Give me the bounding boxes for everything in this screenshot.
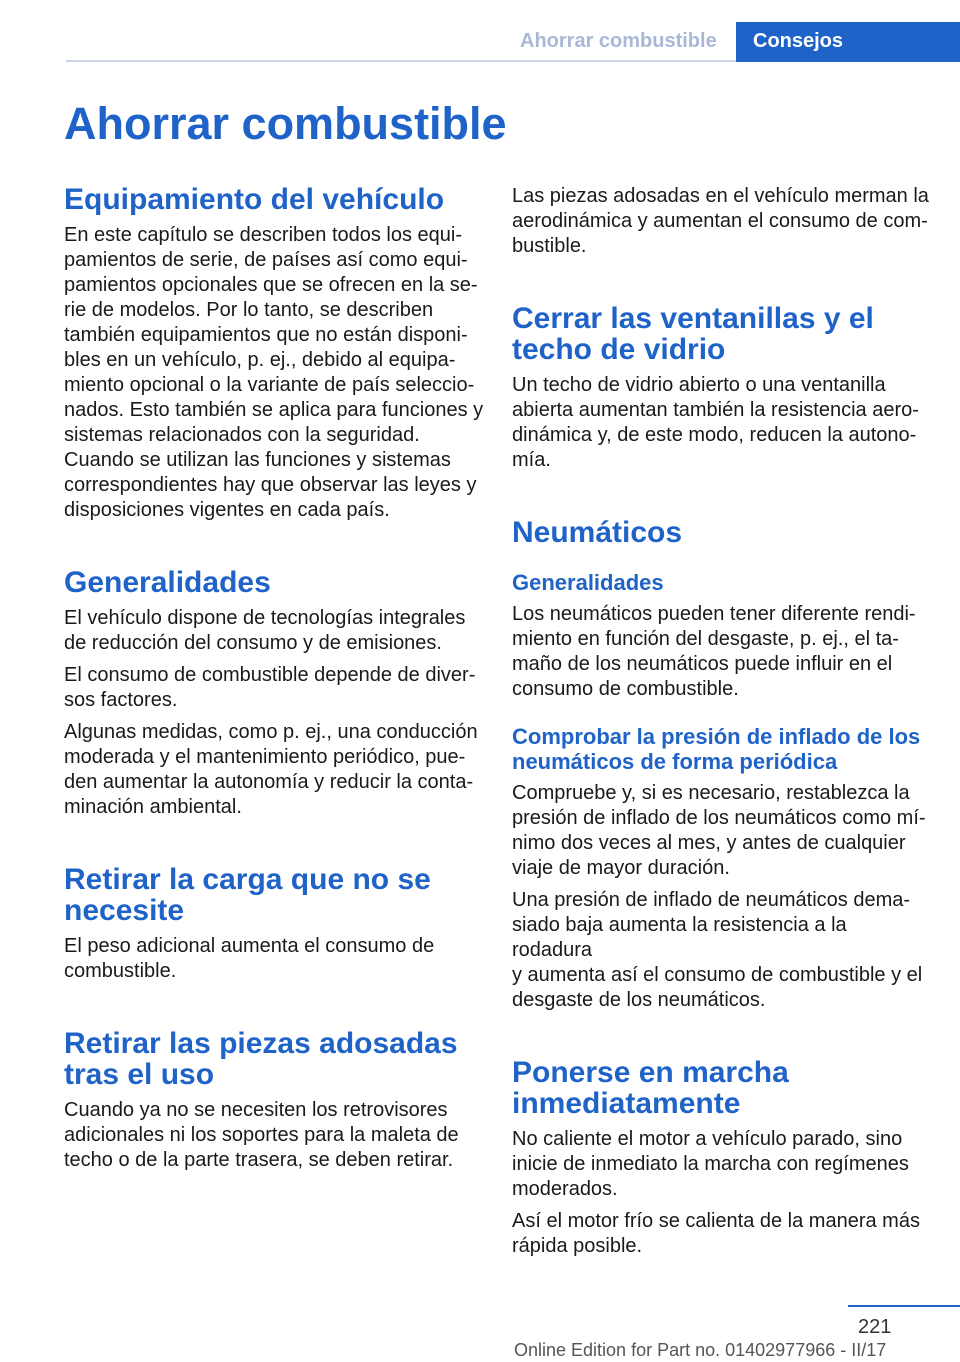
heading-line: Comprobar la presión de inflado de los (512, 724, 921, 749)
heading-neumaticos: Neumáticos (512, 516, 683, 549)
paragraph-comprobar-presion-1 (512, 781, 932, 881)
text-line: consumo de combustible. (512, 678, 739, 700)
heading-line: techo de vidrio (512, 333, 726, 366)
text-line: minación ambiental. (64, 796, 242, 818)
heading-line: neumáticos de forma periódica (512, 749, 838, 774)
text-line: Una presión de inflado de neumáticos dema‐ (512, 889, 911, 911)
text-line: maño de los neumáticos puede influir en el (512, 653, 893, 675)
paragraph-neumaticos-generalidades (512, 602, 932, 702)
text-line: mía. (512, 449, 551, 471)
text-line: bustible. (512, 235, 587, 257)
text-line: miento opcional o la variante de país seleccio‐ (64, 374, 475, 396)
text-line: aerodinámica y aumentan el consumo de com‐ (512, 210, 928, 232)
text-line: Así el motor frío se calienta de la manera más (512, 1210, 920, 1232)
text-line: El peso adicional aumenta el consumo de (64, 935, 435, 957)
heading-line: tras el uso (64, 1058, 215, 1091)
text-line: viaje de mayor duración. (512, 857, 730, 879)
text-line: En este capítulo se describen todos los equi‐ (64, 224, 463, 246)
text-line: Cuando se utilizan las funciones y sistemas (64, 449, 451, 471)
edition-footer: Online Edition for Part no. 01402977966 - II/17 (514, 1340, 887, 1360)
text-line: nados. Esto también se aplica para funciones y (64, 399, 484, 421)
text-line: pamientos de serie, de países así como equi‐ (64, 249, 468, 271)
text-line: disposiciones vigentes en cada país. (64, 499, 390, 521)
text-line: El consumo de combustible depende de diver‐ (64, 664, 476, 686)
text-line: combustible. (64, 960, 177, 982)
text-line: correspondientes hay que observar las leyes y (64, 474, 477, 496)
heading-line: inmediatamente (512, 1087, 741, 1120)
paragraph-piezas-adosadas (512, 184, 932, 259)
header-chapter-tab (736, 22, 960, 62)
text-line: den aumentar la autonomía y reducir la conta‐ (64, 771, 474, 793)
text-line: Algunas medidas, como p. ej., una conducción (64, 721, 478, 743)
heading-retirar-piezas (64, 1028, 484, 1090)
heading-line: Retirar las piezas adosadas (64, 1027, 458, 1060)
text-line: dinámica y, de este modo, reducen la autono‐ (512, 424, 917, 446)
text-line: también equipamientos que no están disponi‐ (64, 324, 468, 346)
text-line: Compruebe y, si es necesario, restablezca la (512, 782, 910, 804)
text-line: sistemas relacionados con la seguridad. (64, 424, 420, 446)
paragraph-equipamiento (64, 223, 484, 523)
text-line: miento en función del desgaste, p. ej., el ta‐ (512, 628, 899, 650)
header-chapter-label: Consejos (753, 30, 844, 52)
right-column (512, 184, 932, 1259)
text-line: moderados. (512, 1178, 618, 1200)
heading-retirar-carga (64, 864, 484, 926)
text-line: de reducción del consumo y de emisiones. (64, 632, 442, 654)
text-line: No caliente el motor a vehículo parado, sino (512, 1128, 903, 1150)
subheading-generalidades: Generalidades (512, 570, 664, 595)
paragraph-ponerse-en-marcha-2 (512, 1209, 932, 1259)
text-line: techo o de la parte trasera, se deben retirar. (64, 1149, 454, 1171)
heading-ponerse-en-marcha (512, 1057, 932, 1119)
text-line: y aumenta así el consumo de combustible y el (512, 964, 923, 986)
text-line: Los neumáticos pueden tener diferente rendi‐ (512, 603, 916, 625)
header-section-title: Ahorrar combustible (520, 30, 717, 52)
text-line: Cuando ya no se necesiten los retrovisores (64, 1099, 448, 1121)
subheading-comprobar-presion (512, 724, 932, 774)
paragraph-generalidades-2 (64, 663, 484, 713)
text-line: pamientos opcionales que se ofrecen en la se‐ (64, 274, 478, 296)
heading-equipamiento: Equipamiento del vehículo (64, 183, 445, 216)
text-line: nimo dos veces al mes, y antes de cualquier (512, 832, 906, 854)
paragraph-generalidades-1 (64, 606, 484, 656)
paragraph-retirar-carga (64, 934, 484, 984)
text-line: inicie de inmediato la marcha con regímenes (512, 1153, 909, 1175)
text-line: presión de inflado de los neumáticos como mí‐ (512, 807, 926, 829)
heading-generalidades: Generalidades (64, 566, 271, 599)
heading-line: Retirar la carga que no se (64, 863, 431, 896)
text-line: sos factores. (64, 689, 178, 711)
text-line: rie de modelos. Por lo tanto, se describen (64, 299, 434, 321)
page-number: 221 (858, 1316, 892, 1338)
text-line: rápida posible. (512, 1235, 643, 1257)
heading-line: Ponerse en marcha (512, 1056, 789, 1089)
page-title: Ahorrar combustible (64, 98, 507, 149)
left-column (64, 184, 484, 1173)
paragraph-retirar-piezas (64, 1098, 484, 1173)
text-line: Un techo de vidrio abierto o una ventanilla (512, 374, 886, 396)
paragraph-ponerse-en-marcha-1 (512, 1127, 932, 1202)
paragraph-cerrar-ventanillas (512, 373, 932, 473)
text-line: siado baja aumenta la resistencia a la rodadura (512, 914, 847, 961)
text-line: desgaste de los neumáticos. (512, 989, 766, 1011)
paragraph-comprobar-presion-2 (512, 888, 932, 1013)
text-line: El vehículo dispone de tecnologías integrales (64, 607, 466, 629)
footer-rule (848, 1305, 960, 1307)
text-line: bles en un vehículo, p. ej., debido al equipa‐ (64, 349, 456, 371)
text-line: moderada y el mantenimiento periódico, pue‐ (64, 746, 466, 768)
heading-line: Cerrar las ventanillas y el (512, 302, 874, 335)
text-line: adicionales ni los soportes para la maleta de (64, 1124, 459, 1146)
heading-line: necesite (64, 894, 185, 927)
text-line: abierta aumentan también la resistencia aero‐ (512, 399, 919, 421)
paragraph-generalidades-3 (64, 720, 484, 820)
heading-cerrar-ventanillas (512, 303, 932, 365)
text-line: Las piezas adosadas en el vehículo merman la (512, 185, 929, 207)
